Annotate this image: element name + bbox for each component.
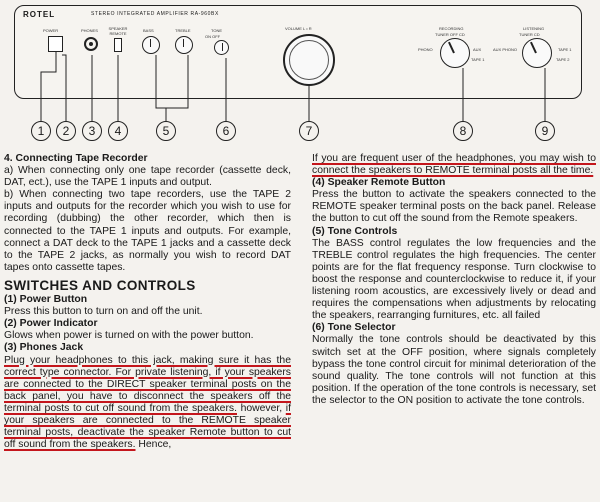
headphones-underlined: If you are frequent user of the headphones, you may wish to connect the speakers to REMOTE terminal posts all the time.	[312, 153, 596, 177]
treble-label: TREBLE	[175, 28, 191, 33]
phones-jack-heading: (3) Phones Jack	[4, 342, 84, 354]
recording-marks-bottom: TAPE 1	[471, 57, 485, 62]
bass-label: BASS	[143, 28, 154, 33]
right-column	[312, 153, 596, 407]
callout-4: 4	[108, 121, 128, 141]
callout-9: 9	[535, 121, 555, 141]
callout-8: 8	[453, 121, 473, 141]
callout-1: 1	[31, 121, 51, 141]
section-4-title: 4. Connecting Tape Recorder	[4, 153, 148, 164]
listening-marks-left: AUX PHONO	[493, 47, 518, 52]
volume-label: VOLUME L • R	[285, 26, 312, 31]
recording-marks-left: PHONO	[418, 47, 433, 52]
callout-5: 5	[156, 121, 176, 141]
left-column	[4, 153, 291, 451]
power-button-text: Press this button to turn on and off the unit.	[4, 306, 203, 318]
recording-marks-top: TUNER OFF CD	[435, 32, 465, 37]
phones-underlined-1: Plug your headphones to this jack, making sure it has the correct type connector. For private listening, if your speakers are connected to the DIRECT speaker terminal posts on the back panel, you have to disconnect the speakers off the terminal posts to cut off sound from the speakers.	[4, 354, 291, 414]
phones-label: PHONES	[81, 28, 98, 33]
phones-underlined-2: if your speakers are connected to the REMOTE speaker terminal posts, deactivate the speaker Remote button to cut off sound from the speakers.	[4, 402, 291, 451]
phones-plain-1: however,	[237, 402, 286, 414]
section-4-paragraph-a: a) When connecting only one tape recorder (cassette deck, DAT, ect.), use the TAPE 1 inputs and output.	[4, 165, 291, 189]
tone-selector-heading: (6) Tone Selector	[312, 322, 396, 334]
switches-controls-heading: SWITCHES AND CONTROLS	[4, 277, 196, 293]
listening-marks-bottom: TAPE 2	[556, 57, 570, 62]
phones-jack-text	[4, 355, 291, 452]
recording-label: RECORDING	[439, 26, 464, 31]
speaker-remote-heading: (4) Speaker Remote Button	[312, 177, 446, 189]
callout-7: 7	[299, 121, 319, 141]
listening-marks-top: TUNER CD	[519, 32, 540, 37]
power-indicator-text: Glows when power is turned on with the power button.	[4, 330, 254, 342]
listening-label: LISTENING	[523, 26, 545, 31]
tone-selector-text: Normally the tone controls should be deactivated by this switch set at the OFF position, where signals completely bypass the tone control circuit for minimal deterioration of the sound quality. The tone controls will not function at this position. If the operation of the tone controls is necessary, set the selector to the ON position to activate the tone controls.	[312, 334, 596, 406]
phones-plain-2: Hence,	[135, 439, 172, 451]
brand-logo: ROTEL	[23, 10, 56, 19]
tone-controls-text: The BASS control regulates the low frequencies and the TREBLE control regulates the high frequencies. The center points are for the flat frequency response. Turn clockwise to boost the response and counterclockwise to reduce it, if your listening room acoustics, are excessively lively or dead and requires the compensations when adjustments by relocating the speakers, rearranging furnitures, etc. all failed	[312, 237, 596, 322]
power-button-heading: (1) Power Button	[4, 294, 88, 306]
power-indicator-heading: (2) Power Indicator	[4, 318, 98, 330]
model-label: STEREO INTEGRATED AMPLIFIER RA-960BX	[91, 11, 219, 17]
recording-marks-right: AUX	[473, 47, 482, 52]
tone-label: TONE	[211, 28, 223, 33]
power-label: POWER	[43, 28, 59, 33]
speaker-remote-label: SPEAKER REMOTE	[108, 26, 128, 36]
tone-controls-heading: (5) Tone Controls	[312, 225, 398, 237]
front-panel-diagram	[0, 0, 600, 150]
callout-3: 3	[82, 121, 102, 141]
callout-2: 2	[56, 121, 76, 141]
headphones-continuation	[312, 153, 596, 177]
callout-6: 6	[216, 121, 236, 141]
listening-marks-right: TAPE 1	[558, 47, 572, 52]
tone-marks: ON OFF	[205, 34, 221, 39]
section-4-paragraph-b: b) When connecting two tape recorders, use the TAPE 2 inputs and outputs for the recorder which you wish to use for recording (dubbing) the other recorder, which then is connected to the TAPE 1 inputs and outputs. For example, connect a DAT deck to the TAPE 1 jacks and a cassette deck to the TAPE 2 jacks, as normally you wish to record DAT tapes onto cassette tapes.	[4, 189, 291, 273]
speaker-remote-text: Press the button to activate the speakers connected to the REMOTE speaker terminal posts on the back panel. Release the button to cut off the sound from the Remote speakers.	[312, 189, 596, 225]
